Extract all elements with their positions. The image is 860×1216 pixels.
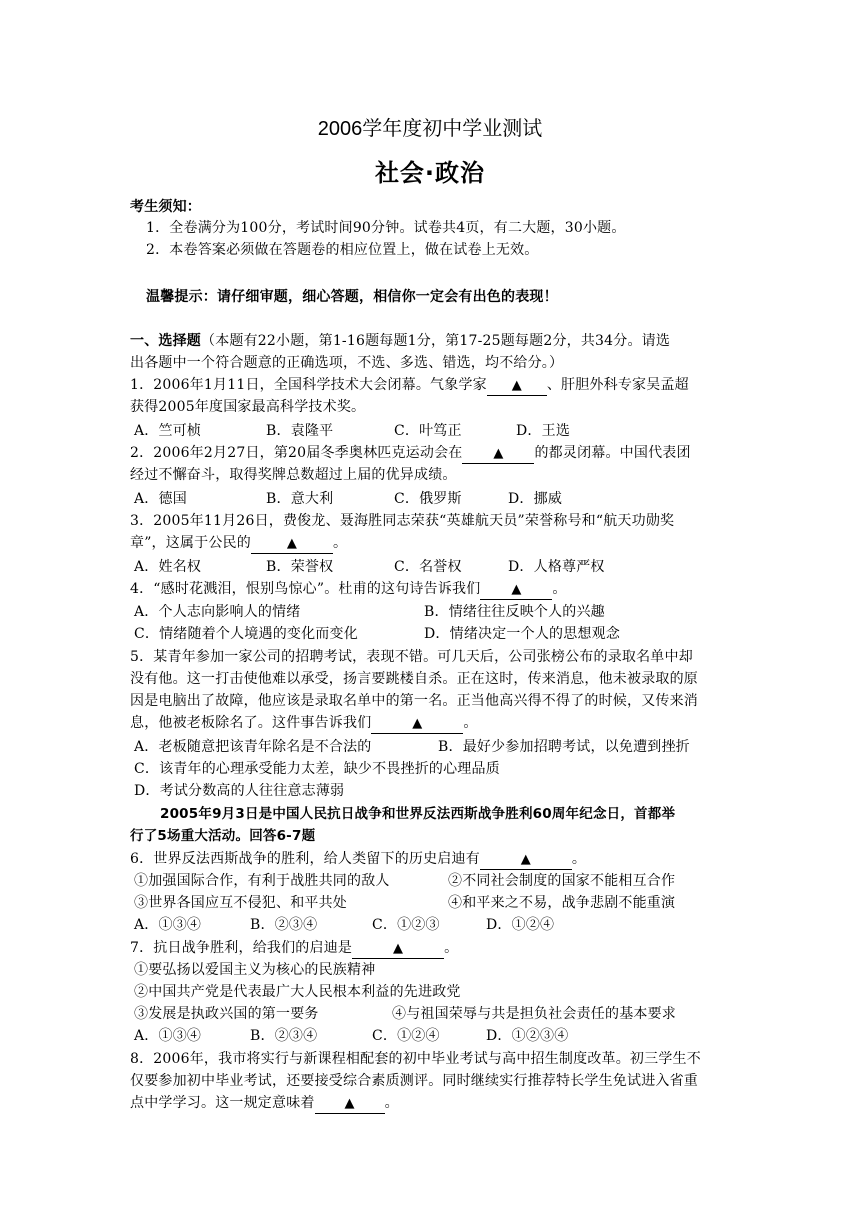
answer-blank: ▲: [251, 535, 333, 554]
q1-option-c: C．叶笃正: [394, 423, 462, 439]
q5-stem-line-4: [130, 712, 735, 734]
q3-stem-line-2: [130, 532, 735, 554]
q5-option-d-text: D．考试分数高的人往往意志薄弱: [134, 783, 345, 799]
q6-statement-3: ③世界各国应互不侵犯、和平共处: [134, 895, 347, 911]
q4-option-c: C．情绪随着个人境遇的变化而变化: [134, 626, 358, 642]
q5-stem-line-1: 5．某青年参加一家公司的招聘考试，表现不错。可几天后，公司张榜公布的录取名单中却: [130, 649, 693, 665]
q4-option-d: D．情绪决定一个人的思想观念: [424, 626, 621, 642]
section1-line-1: [130, 330, 735, 352]
q2-stem-line-2: 经过不懈奋斗，取得奖牌总数超过上届的优异成绩。: [130, 467, 457, 483]
q2-option-b: B．意大利: [266, 491, 334, 507]
q4-option-b: B．情绪往往反映个人的兴趣: [424, 604, 605, 620]
answer-blank: ▲: [480, 851, 572, 870]
material-line-1: 2005年9月3日是中国人民抗日战争和世界反法西斯战争胜利60周年纪念日，首都举: [160, 806, 676, 822]
q6-stem: [130, 848, 735, 870]
answer-blank: ▲: [315, 1095, 385, 1114]
answer-blank: ▲: [480, 581, 552, 600]
q1-stem-line-1: [130, 374, 735, 396]
q2-option-d: D．挪威: [508, 491, 563, 507]
warm-tip: 温馨提示：请仔细审题，细心答题，相信你一定会有出色的表现！: [146, 289, 558, 305]
q3-option-d: D．人格尊严权: [508, 559, 605, 575]
exam-subject: 社会·政治: [374, 159, 486, 187]
q7-statement-1-text: ①要弘扬以爱国主义为核心的民族精神: [134, 962, 376, 978]
q4-stem: [130, 578, 735, 600]
q3-stem-b: 。: [332, 535, 348, 551]
q6-stem-b: 。: [571, 851, 587, 867]
q7-statement-3: ③发展是执政兴国的第一要务: [134, 1006, 319, 1022]
q6-statement-4: ④和平来之不易，战争悲剧不能重演: [448, 895, 676, 911]
q8-stem-line-2: 仅要参加初中毕业考试，还要接受综合素质测评。同时继续实行推荐特长学生免试进入省重: [130, 1073, 698, 1089]
q7-option-c: C．①②④: [372, 1028, 440, 1044]
q4-stem-a: 4．“感时花溅泪，恨别鸟惊心”。杜甫的这句诗告诉我们: [130, 581, 481, 597]
notice-item-1: 1．全卷满分为100分，考试时间90分钟。试卷共4页，有二大题，30小题。: [146, 220, 626, 236]
q2-stem-b: 的都灵闭幕。中国代表团: [534, 445, 691, 461]
q7-statement-2-text: ②中国共产党是代表最广大人民根本利益的先进政党: [134, 984, 461, 1000]
q7-statement-4: ④与祖国荣辱与共是担负社会责任的基本要求: [392, 1006, 676, 1022]
section1-desc-2: 出各题中一个符合题意的正确选项，不选、多选、错选，均不给分。）: [130, 355, 564, 371]
q6-option-b: B．②③④: [250, 917, 318, 933]
q7-stem-b: 。: [444, 940, 459, 956]
q4-stem-b: 。: [552, 581, 567, 597]
q3-stem-a: 章”，这属于公民的: [130, 535, 251, 551]
q1-stem-a: 1．2006年1月11日，全国科学技术大会闭幕。气象学家: [130, 377, 487, 393]
q6-statement-2: ②不同社会制度的国家不能相互合作: [448, 873, 676, 889]
q7-option-a: A．①③④: [134, 1028, 202, 1044]
q4-option-a: A．个人志向影响人的情绪: [134, 604, 301, 620]
q3-option-c: C．名誉权: [394, 559, 462, 575]
q2-option-c: C．俄罗斯: [394, 491, 462, 507]
q1-stem-b: 、肝胆外科专家吴孟超: [546, 377, 689, 393]
q3-option-a: A．姓名权: [134, 559, 202, 575]
q6-option-d: D．①②④: [486, 917, 555, 933]
q8-stem-b: 。: [384, 1095, 399, 1111]
q6-stem-a: 6．世界反法西斯战争的胜利，给人类留下的历史启迪有: [130, 851, 480, 867]
q3-stem-line-1: 3．2005年11月26日，费俊龙、聂海胜同志荣获“英雄航天员”荣誉称号和“航天功勋奖: [130, 513, 675, 529]
q1-option-a: A．竺可桢: [134, 423, 202, 439]
q8-stem-line-1: 8．2006年，我市将实行与新课程相配套的初中毕业考试与高中招生制度改革。初三学生不: [130, 1051, 701, 1067]
q6-option-a: A．①③④: [134, 917, 202, 933]
notice-item-2: 2．本卷答案必须做在答题卷的相应位置上，做在试卷上无效。: [146, 242, 539, 258]
q7-stem: [130, 937, 735, 959]
answer-blank: ▲: [462, 445, 534, 464]
q2-option-a: A．德国: [134, 491, 187, 507]
q5-stem-line-3: 因是电脑出了故障，他应该是录取名单中的第一名。正当他高兴得不得了的时候，又传来消: [130, 693, 698, 709]
q6-statement-1: ①加强国际合作，有利于战胜共同的敌人: [134, 873, 390, 889]
q7-option-b: B．②③④: [250, 1028, 318, 1044]
answer-blank: ▲: [371, 715, 463, 734]
q5-stem-a: 息，他被老板除名了。这件事告诉我们: [130, 715, 372, 731]
q8-stem-line-3: [130, 1092, 735, 1114]
exam-title: 2006学年度初中学业测试: [317, 118, 543, 140]
answer-blank: ▲: [487, 377, 547, 396]
q5-stem-b: 。: [463, 715, 478, 731]
q1-option-d: D．王选: [516, 423, 571, 439]
q1-stem-line-2: 获得2005年度国家最高科学技术奖。: [130, 399, 366, 415]
q7-option-d: D．①②③④: [486, 1028, 569, 1044]
material-line-2: 行了5场重大活动。回答6-7题: [130, 828, 316, 844]
notice-heading: 考生须知：: [130, 199, 201, 215]
q8-stem-a: 点中学学习。这一规定意味着: [130, 1095, 315, 1111]
q6-option-c: C．①②③: [372, 917, 440, 933]
q3-option-b: B．荣誉权: [266, 559, 334, 575]
q5-option-c-text: C．该青年的心理承受能力太差，缺少不畏挫折的心理品质: [134, 761, 500, 777]
section1-desc-1: （本题有22小题，第1-16题每题1分，第17-25题每题2分，共34分。请选: [201, 333, 671, 349]
q2-stem-a: 2．2006年2月27日，第20届冬季奥林匹克运动会在: [130, 445, 463, 461]
q5-stem-line-2: 没有他。这一打击使他难以承受，扬言要跳楼自杀。正在这时，传来消息，他未被录取的原: [130, 671, 698, 687]
q5-option-b: B．最好少参加招聘考试，以免遭到挫折: [438, 739, 690, 755]
q1-option-b: B．袁隆平: [266, 423, 334, 439]
answer-blank: ▲: [352, 940, 444, 959]
q7-stem-a: 7．抗日战争胜利，给我们的启迪是: [130, 940, 353, 956]
section1-heading: 一、选择题: [130, 333, 201, 349]
q2-stem-line-1: [130, 442, 735, 464]
q5-option-a: A．老板随意把该青年除名是不合法的: [134, 739, 372, 755]
